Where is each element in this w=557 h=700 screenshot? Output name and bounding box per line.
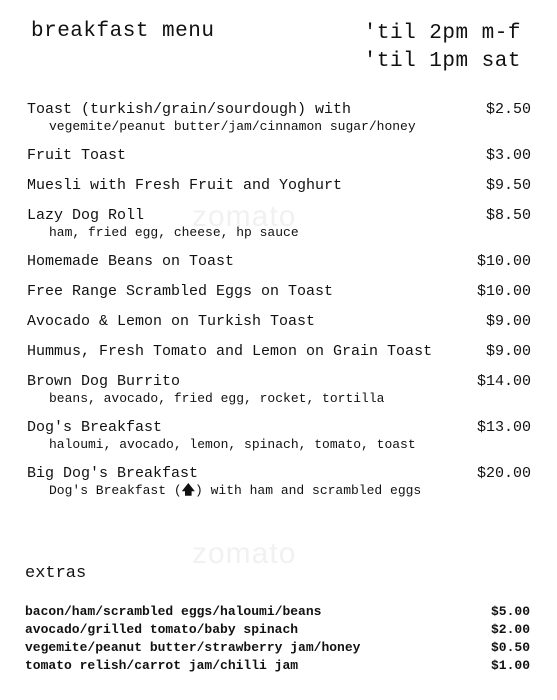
item-name: Big Dog's Breakfast [27, 465, 199, 482]
item-price: $10.00 [476, 253, 531, 270]
extras-heading: extras [25, 564, 87, 583]
item-name: Fruit Toast [27, 147, 127, 164]
extras-list [25, 603, 530, 675]
extra-price: $2.00 [490, 622, 530, 637]
item-description: beans, avocado, fried egg, rocket, tortilla [49, 391, 385, 406]
menu-item [27, 100, 531, 135]
item-name: Muesli with Fresh Fruit and Yoghurt [27, 177, 343, 194]
menu-item [27, 282, 531, 301]
menu-item [27, 342, 531, 361]
menu-item [27, 146, 531, 165]
item-description: ham, fried egg, cheese, hp sauce [49, 225, 299, 240]
menu-items [27, 100, 531, 510]
extra-row [25, 603, 530, 621]
extra-row [25, 639, 530, 657]
item-description: haloumi, avocado, lemon, spinach, tomato, toast [49, 437, 416, 452]
extra-name: vegemite/peanut butter/strawberry jam/honey [25, 640, 361, 655]
item-name: Hummus, Fresh Tomato and Lemon on Grain Toast [27, 343, 433, 360]
watermark: zomato [192, 537, 297, 570]
item-name: Brown Dog Burrito [27, 373, 181, 390]
item-price: $2.50 [485, 101, 531, 118]
menu-item [27, 206, 531, 241]
menu-item [27, 176, 531, 195]
item-description: Dog's Breakfast (🡅) with ham and scrambled eggs [49, 483, 422, 498]
item-description: vegemite/peanut butter/jam/cinnamon sugar/honey [49, 119, 416, 134]
extra-price: $1.00 [490, 658, 530, 673]
opening-hours [364, 20, 521, 76]
extra-price: $0.50 [490, 640, 530, 655]
item-price: $8.50 [485, 207, 531, 224]
menu-item [27, 372, 531, 407]
item-price: $3.00 [485, 147, 531, 164]
menu-title: breakfast menu [31, 20, 215, 43]
hours-saturday: 'til 1pm sat [363, 50, 521, 73]
item-price: $20.00 [476, 465, 531, 482]
extra-price: $5.00 [490, 604, 530, 619]
item-name: Lazy Dog Roll [27, 207, 145, 224]
item-name: Homemade Beans on Toast [27, 253, 235, 270]
extra-row [25, 621, 530, 639]
menu-item [27, 312, 531, 331]
extra-name: bacon/ham/scrambled eggs/haloumi/beans [25, 604, 322, 619]
item-price: $14.00 [476, 373, 531, 390]
item-price: $9.00 [485, 313, 531, 330]
item-name: Free Range Scrambled Eggs on Toast [27, 283, 334, 300]
item-name: Toast (turkish/grain/sourdough) with [27, 101, 352, 118]
menu-item [27, 464, 531, 499]
watermark: zomato [192, 200, 297, 233]
menu-item [27, 418, 531, 453]
item-name: Dog's Breakfast [27, 419, 163, 436]
item-price: $13.00 [476, 419, 531, 436]
extra-name: avocado/grilled tomato/baby spinach [25, 622, 299, 637]
extra-name: tomato relish/carrot jam/chilli jam [25, 658, 299, 673]
menu-item [27, 252, 531, 271]
item-name: Avocado & Lemon on Turkish Toast [27, 313, 316, 330]
hours-weekday: 'til 2pm m-f [363, 22, 521, 45]
item-price: $10.00 [476, 283, 531, 300]
item-price: $9.00 [485, 343, 531, 360]
up-arrow-icon: 🡅 [181, 483, 195, 498]
extra-row [25, 657, 530, 675]
item-price: $9.50 [485, 177, 531, 194]
